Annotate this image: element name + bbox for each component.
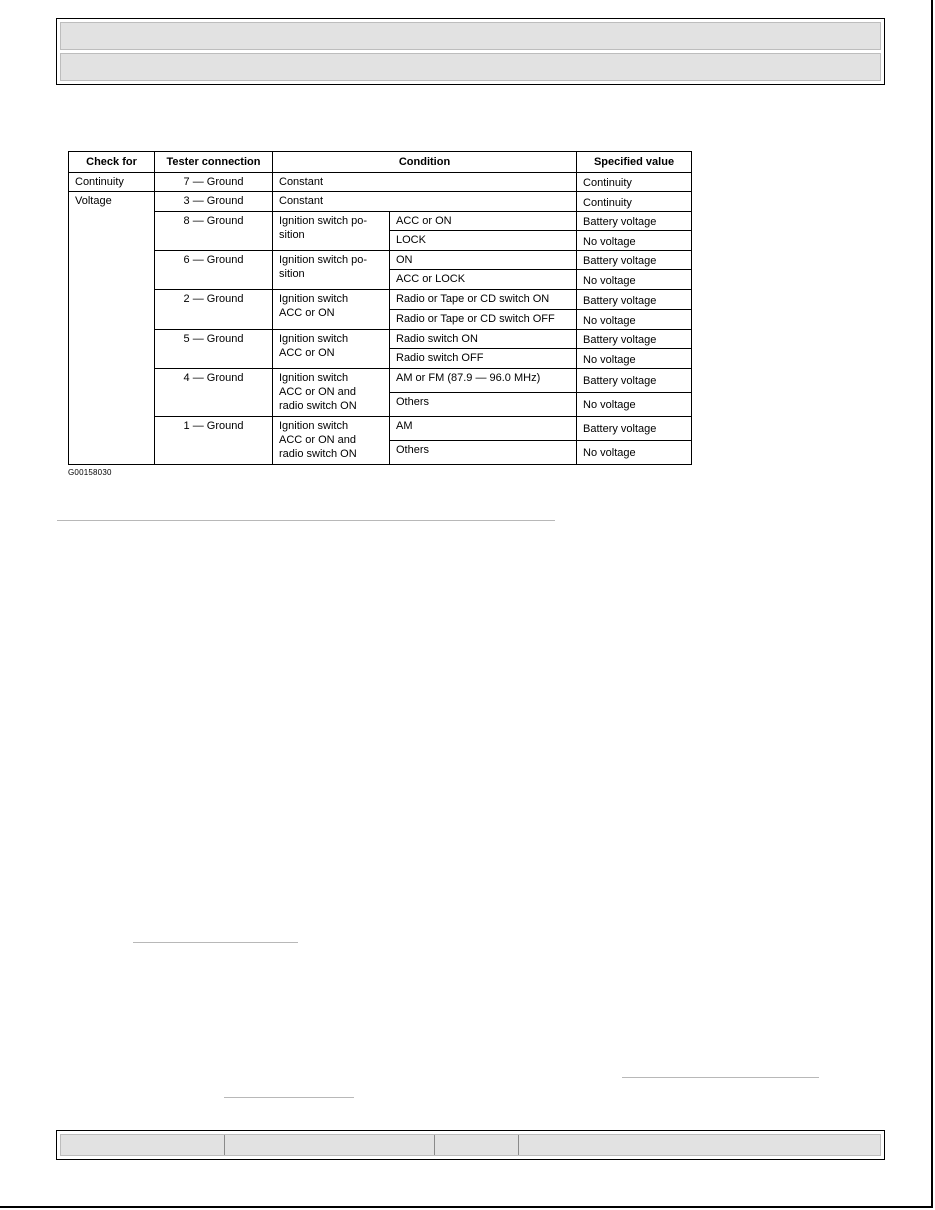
specified-value-cell: Continuity [577, 192, 692, 212]
specified-value-cell: Battery voltage [577, 290, 692, 310]
sub-condition-cell: Radio switch ON [390, 330, 577, 349]
table-row [69, 417, 692, 441]
table-row [69, 173, 692, 192]
specified-value-cell: No voltage [577, 349, 692, 369]
header-tester-connection: Tester connection [155, 152, 273, 173]
sub-condition-cell: Others [390, 441, 577, 465]
table-header-row [69, 152, 692, 173]
condition-cell: Ignition switch ACC or ON [273, 290, 390, 330]
specified-value-cell: No voltage [577, 310, 692, 330]
sub-condition-cell: Radio or Tape or CD switch OFF [390, 310, 577, 330]
specified-value-cell: No voltage [577, 393, 692, 417]
header-subtitle-bar [60, 53, 881, 81]
table-row [69, 192, 692, 212]
page-header [56, 18, 885, 85]
sub-condition-cell: AM [390, 417, 577, 441]
tester-connection-cell: 4 — Ground [155, 369, 273, 417]
inspection-spec-table [68, 151, 692, 465]
sub-condition-cell: ACC or LOCK [390, 270, 577, 290]
header-check-for: Check for [69, 152, 155, 173]
tester-connection-cell: 2 — Ground [155, 290, 273, 330]
sub-condition-cell: Others [390, 393, 577, 417]
sub-condition-cell: ON [390, 251, 577, 270]
section-divider [57, 520, 555, 521]
sub-condition-cell: AM or FM (87.9 — 96.0 MHz) [390, 369, 577, 393]
condition-cell: Ignition switch po- sition [273, 212, 390, 251]
tester-connection-cell: 1 — Ground [155, 417, 273, 465]
condition-cell: Ignition switch ACC or ON and radio switch ON [273, 369, 390, 417]
specified-value-cell: Battery voltage [577, 417, 692, 441]
table-row [69, 290, 692, 310]
check-for-cell: Voltage [69, 192, 155, 465]
figure-code: G00158030 [68, 468, 112, 477]
table-row [69, 251, 692, 270]
condition-cell: Ignition switch ACC or ON and radio switch ON [273, 417, 390, 465]
footer-divider [518, 1135, 519, 1155]
tester-connection-cell: 7 — Ground [155, 173, 273, 192]
condition-cell: Constant [273, 173, 577, 192]
specified-value-cell: Continuity [577, 173, 692, 192]
link-underline[interactable] [622, 1077, 819, 1078]
tester-connection-cell: 8 — Ground [155, 212, 273, 251]
tester-connection-cell: 5 — Ground [155, 330, 273, 369]
sub-condition-cell: ACC or ON [390, 212, 577, 231]
specified-value-cell: No voltage [577, 231, 692, 251]
footer-bar [60, 1134, 881, 1156]
condition-cell: Ignition switch po- sition [273, 251, 390, 290]
table-row [69, 369, 692, 393]
tester-connection-cell: 6 — Ground [155, 251, 273, 290]
specified-value-cell: Battery voltage [577, 212, 692, 231]
sub-condition-cell: Radio switch OFF [390, 349, 577, 369]
table-row [69, 212, 692, 231]
specified-value-cell: No voltage [577, 270, 692, 290]
specified-value-cell: Battery voltage [577, 251, 692, 270]
specified-value-cell: Battery voltage [577, 330, 692, 349]
condition-cell: Constant [273, 192, 390, 212]
header-condition: Condition [273, 152, 577, 173]
specified-value-cell: No voltage [577, 441, 692, 465]
link-underline[interactable] [224, 1097, 354, 1098]
page-footer [56, 1130, 885, 1160]
header-title-bar [60, 22, 881, 50]
header-specified-value: Specified value [577, 152, 692, 173]
specified-value-cell: Battery voltage [577, 369, 692, 393]
sub-condition-cell: Radio or Tape or CD switch ON [390, 290, 577, 310]
tester-connection-cell: 3 — Ground [155, 192, 273, 212]
condition-blank-cell [390, 192, 577, 212]
sub-condition-cell: LOCK [390, 231, 577, 251]
footer-divider [224, 1135, 225, 1155]
table-row [69, 330, 692, 349]
footer-divider [434, 1135, 435, 1155]
check-for-cell: Continuity [69, 173, 155, 192]
link-underline[interactable] [133, 942, 298, 943]
condition-cell: Ignition switch ACC or ON [273, 330, 390, 369]
